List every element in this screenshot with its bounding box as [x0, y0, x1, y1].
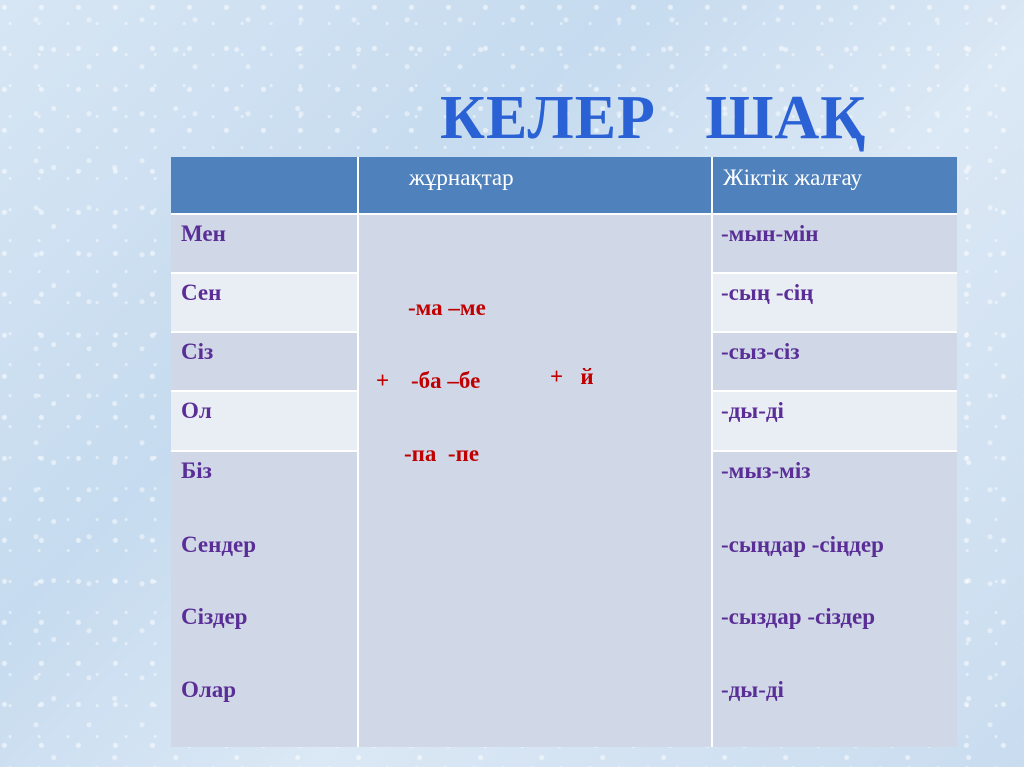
person-olar: Олар: [181, 677, 237, 702]
person-cell-plural: [171, 452, 359, 747]
person-sender: Сендер: [181, 532, 256, 557]
suffix-ma-me: -ма –ме: [408, 295, 486, 320]
person-cell-sen: Сен: [171, 274, 359, 333]
ending-cell-di: -ды-ді: [713, 392, 957, 452]
person-cell-ol: Ол: [171, 392, 359, 452]
ending-cell-plural: [713, 452, 957, 747]
ending-sizder: -сыздар -сіздер: [721, 604, 876, 629]
suffix-ba-be: -ба –бе: [411, 368, 481, 393]
ending-miz: -мыз-міз: [721, 458, 811, 483]
ending-cell-siz: -сыз-сіз: [713, 333, 957, 392]
person-biz: Біз: [181, 458, 212, 483]
plus-y-sign: + й: [550, 364, 594, 389]
header-endings-cell: Жіктік жалғау: [713, 157, 957, 215]
person-cell-men: Мен: [171, 215, 359, 274]
header-person-cell: [171, 157, 359, 215]
plus-left-sign: +: [376, 368, 390, 393]
conjugation-table: [171, 157, 957, 747]
suffix-block: [359, 215, 713, 747]
page-title: КЕЛЕР ШАҚ: [440, 84, 867, 152]
ending-di-plural: -ды-ді: [721, 677, 784, 702]
header-suffixes-cell: жұрнақтар: [359, 157, 713, 215]
suffix-pa-pe: -па -пе: [404, 441, 480, 466]
person-cell-siz: Сіз: [171, 333, 359, 392]
person-sizder: Сіздер: [181, 604, 248, 629]
ending-cell-min: -мын-мін: [713, 215, 957, 274]
ending-sinder: -сыңдар -сіңдер: [721, 532, 884, 557]
ending-cell-sin: -сың -сің: [713, 274, 957, 333]
